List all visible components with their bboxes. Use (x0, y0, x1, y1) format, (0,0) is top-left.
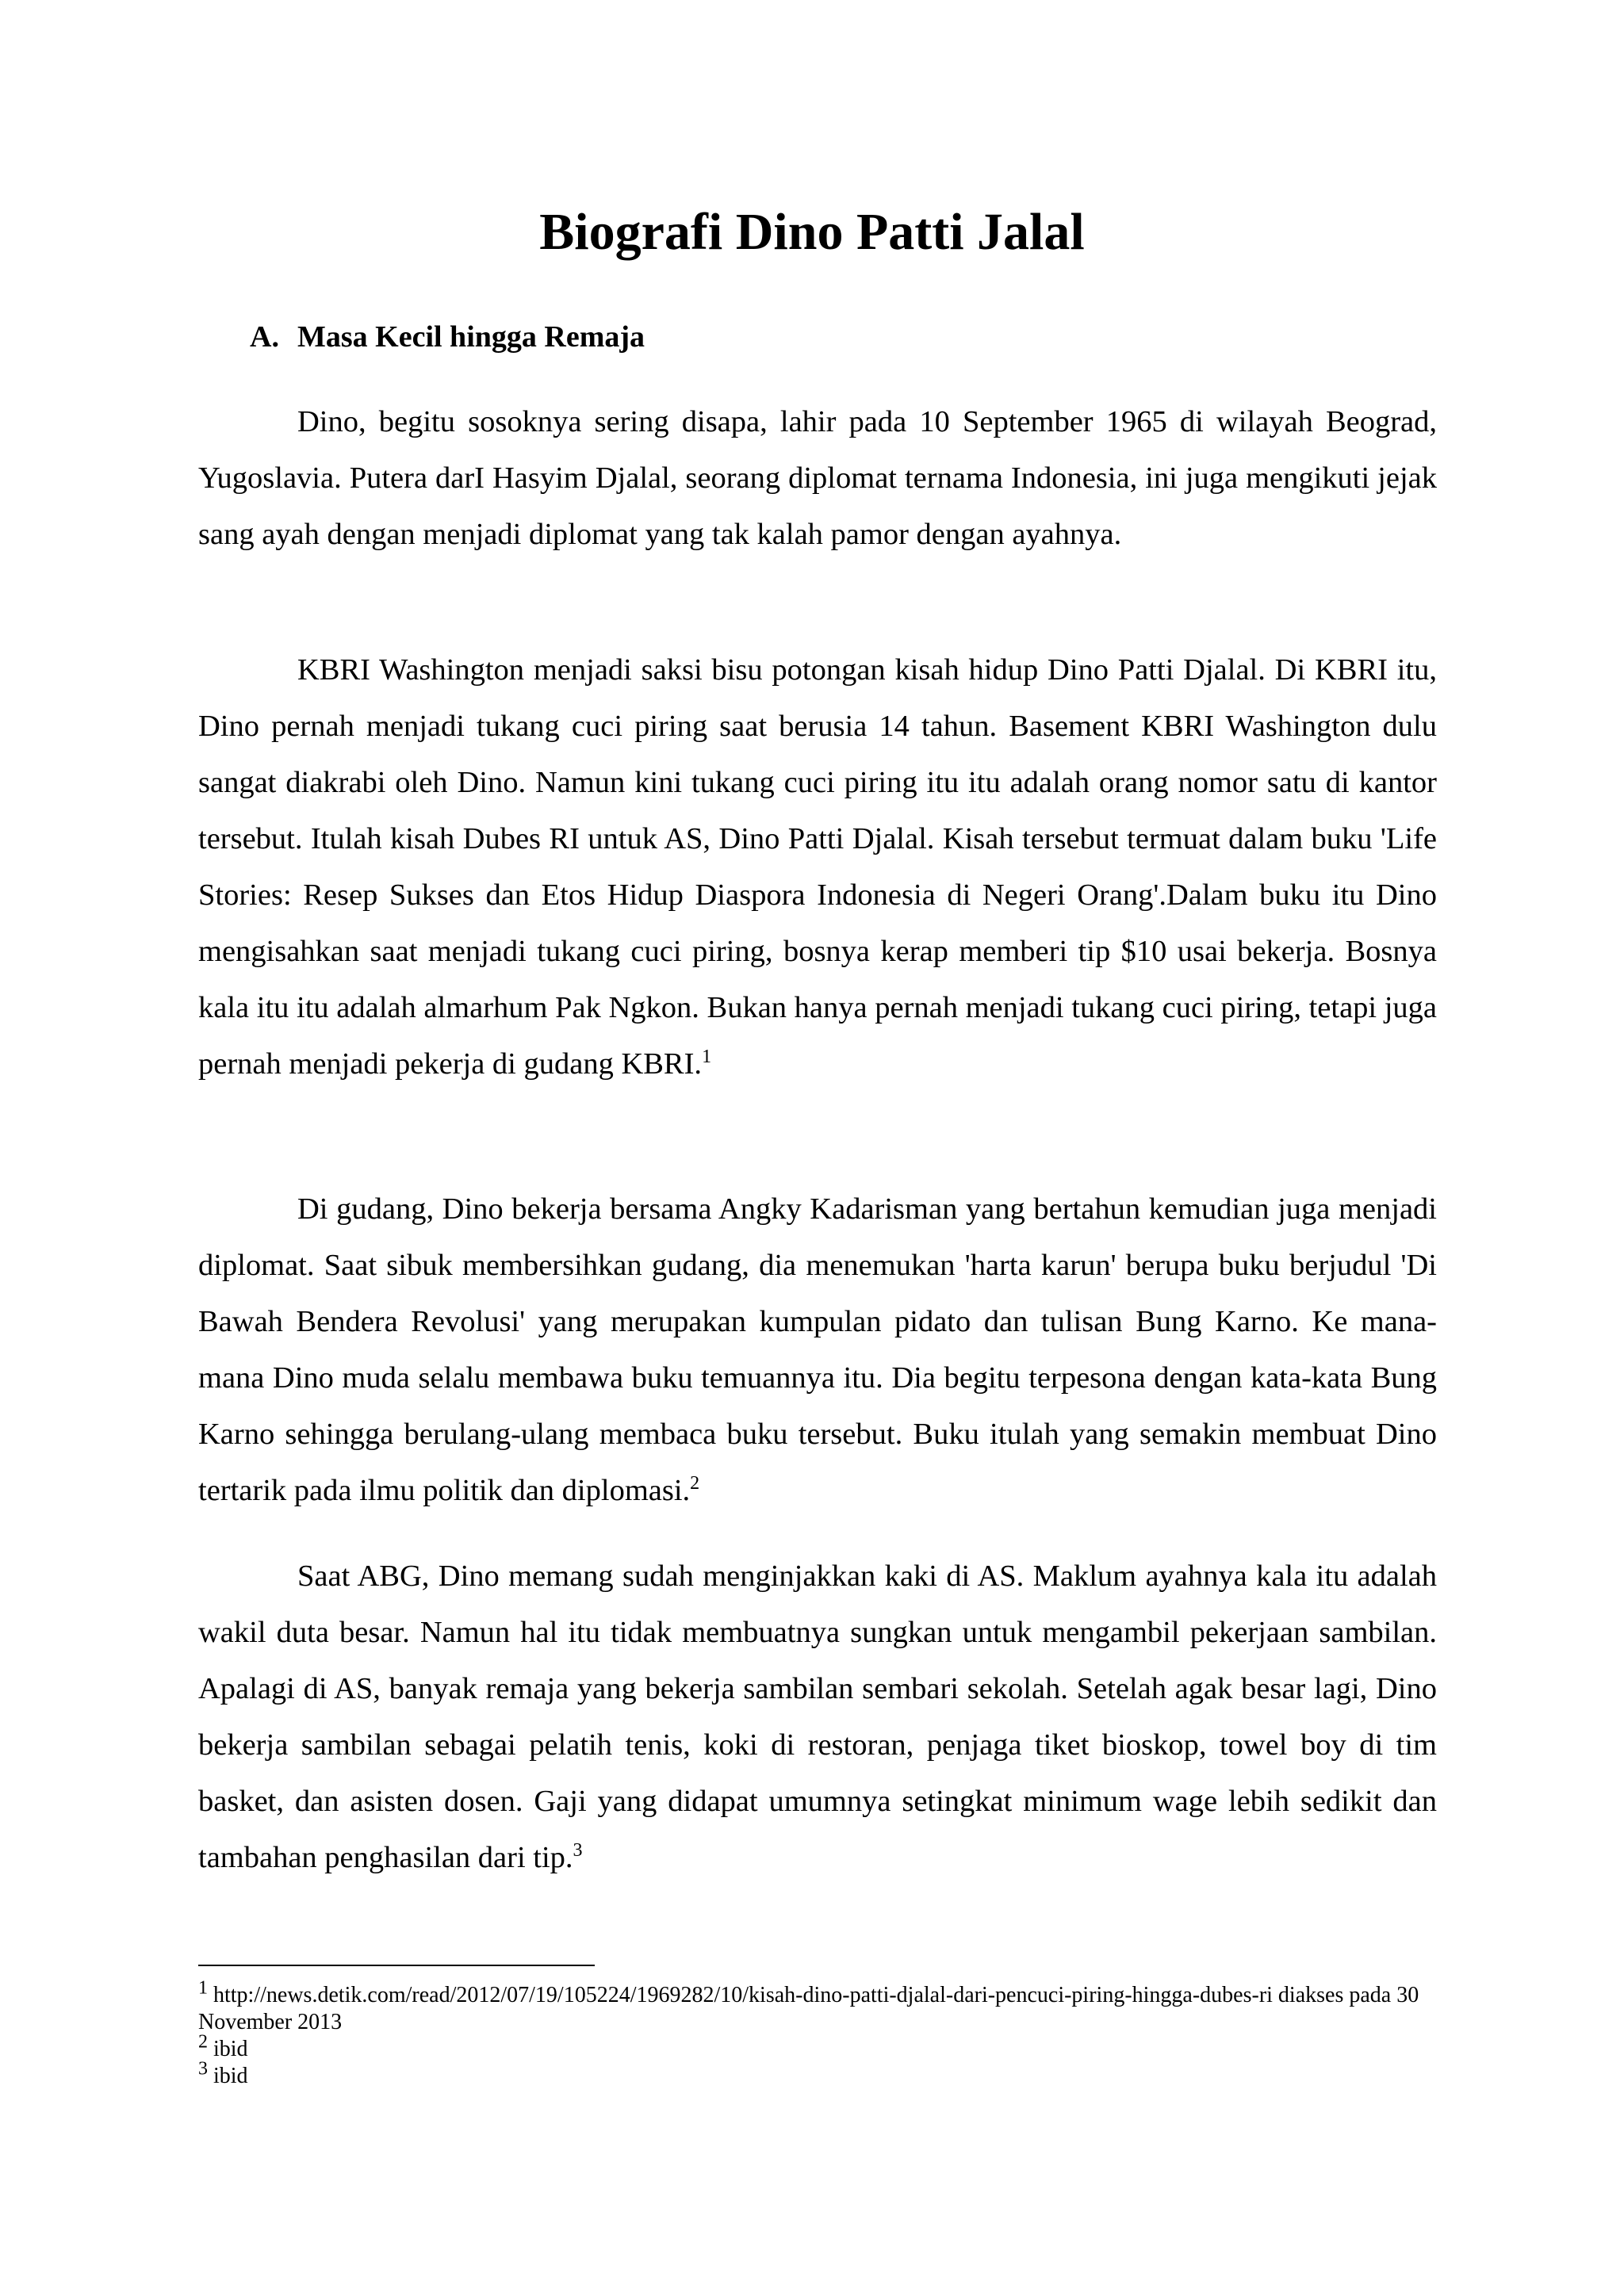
section-marker: A. (250, 320, 279, 354)
footnote (198, 2058, 1437, 2090)
paragraph-text: Saat ABG, Dino memang sudah menginjakkan kaki di AS. Maklum ayahnya kala itu adalah wakil duta besar. Namun hal itu tidak membuatnya sungkan untuk mengambil pekerjaan sambilan. Apalagi di AS, banyak remaja yang bekerja sambilan sembari sekolah. Setelah agak besar lagi, Dino bekerja sambilan sebagai pelatih tenis, koki di restoran, penjaga tiket bioskop, towel boy di tim basket, dan asisten dosen. Gaji yang didapat umumnya setingkat minimum wage lebih sedikit dan tambahan penghasilan dari tip. (198, 1559, 1437, 1874)
paragraph-text: Di gudang, Dino bekerja bersama Angky Kadarisman yang bertahun kemudian juga menjadi diplomat. Saat sibuk membersihkan gudang, dia menemukan 'harta karun' berupa buku berjudul 'Di Bawah Bendera Revolusi' yang merupakan kumpulan pidato dan tulisan Bung Karno. Ke mana-mana Dino muda selalu membawa buku temuannya itu. Dia begitu terpesona dengan kata-kata Bung Karno sehingga berulang-ulang membaca buku tersebut. Buku itulah yang semakin membuat Dino tertarik pada ilmu politik dan diplomasi. (198, 1192, 1437, 1507)
footnote-link[interactable]: http://news.detik.com/read/2012/07/19/105224/1969282/10/kisah-dino-patti-djalal-dari-pencuci-piring-hingga-dubes-ri diakses pada 30 November 2013 (198, 1983, 1419, 2034)
paragraph (198, 394, 1437, 563)
footnote (198, 2031, 1437, 2063)
footnote (198, 1977, 1437, 2036)
paragraph-text: KBRI Washington menjadi saksi bisu potongan kisah hidup Dino Patti Djalal. Di KBRI itu, Dino pernah menjadi tukang cuci piring saat berusia 14 tahun. Basement KBRI Washington dulu sangat diakrabi oleh Dino. Namun kini tukang cuci piring itu itu adalah orang nomor satu di kantor tersebut. Itulah kisah Dubes RI untuk AS, Dino Patti Djalal. Kisah tersebut termuat dalam buku 'Life Stories: Resep Sukses dan Etos Hidup Diaspora Indonesia di Negeri Orang'.Dalam buku itu Dino mengisahkan saat menjadi tukang cuci piring, bosnya kerap memberi tip $10 usai bekerja. Bosnya kala itu itu adalah almarhum Pak Ngkon. Bukan hanya pernah menjadi tukang cuci piring, tetapi juga pernah menjadi pekerja di gudang KBRI. (198, 653, 1438, 1081)
footnote-reference[interactable]: 1 (702, 1047, 712, 1068)
document-title: Biografi Dino Patti Jalal (539, 203, 1085, 261)
footnote-number: 3 (198, 2058, 208, 2080)
footnote-number: 1 (198, 1977, 208, 1999)
footnote-text: ibid (213, 2064, 248, 2088)
footnote-reference[interactable]: 3 (573, 1840, 583, 1862)
footnote-separator (198, 1965, 595, 1966)
footnote-text: ibid (213, 2037, 248, 2061)
footnotes (198, 1977, 1437, 2090)
section-heading-text: Masa Kecil hingga Remaja (297, 320, 645, 354)
paragraph (198, 1548, 1437, 1886)
footnote-reference[interactable]: 2 (690, 1473, 700, 1494)
paragraph (198, 1181, 1437, 1519)
footnote-number: 2 (198, 2031, 208, 2053)
paragraph-text: Dino, begitu sosoknya sering disapa, lahir pada 10 September 1965 di wilayah Beograd, Yugoslavia. Putera darI Hasyim Djalal, seorang diplomat ternama Indonesia, ini juga mengikuti jejak sang ayah dengan menjadi diplomat yang tak kalah pamor dengan ayahnya. (198, 405, 1437, 551)
section-heading (250, 316, 645, 358)
paragraph (198, 642, 1437, 1093)
